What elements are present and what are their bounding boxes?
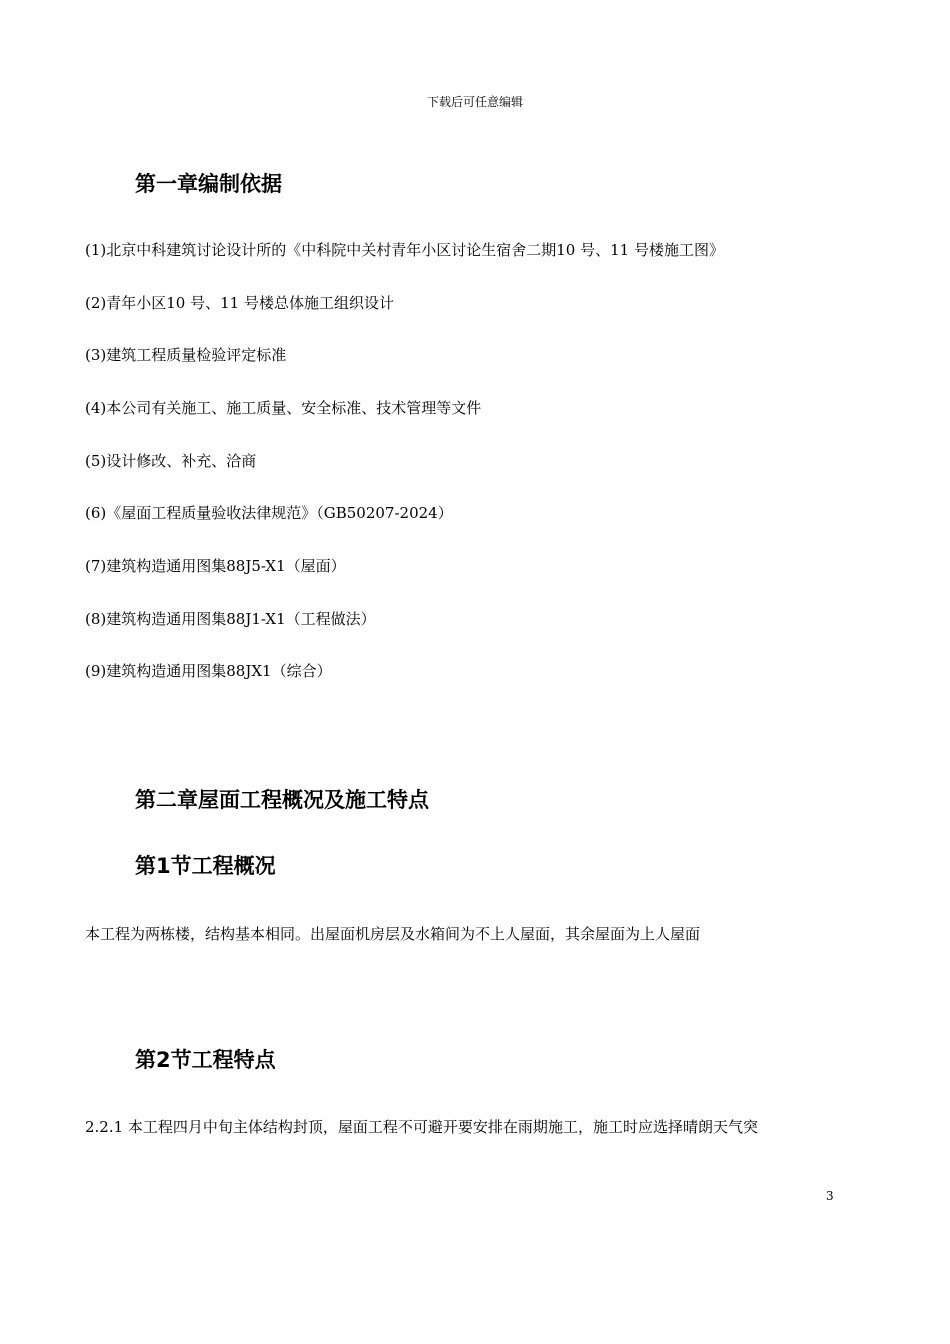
basis-item-8: (8)建筑构造通用图集88J1-X1（工程做法） [85, 610, 376, 628]
section1-text: 本工程为两栋楼，结构基本相同。出屋面机房层及水箱间为不上人屋面，其余屋面为上人屋面 [85, 925, 701, 943]
basis-item-4: (4)本公司有关施工、施工质量、安全标准、技术管理等文件 [85, 399, 482, 417]
basis-item-9: (9)建筑构造通用图集88JX1（综合） [85, 662, 332, 680]
basis-item-7: (7)建筑构造通用图集88J5-X1（屋面） [85, 557, 346, 575]
basis-item-3: (3)建筑工程质量检验评定标准 [85, 346, 287, 364]
basis-item-6: (6)《屋面工程质量验收法律规范》（GB50207-2024） [85, 504, 453, 522]
header-note: 下载后可任意编辑 [426, 95, 523, 109]
section1-title: 第1节工程概况 [135, 854, 276, 878]
page-number: 3 [826, 1189, 834, 1203]
section2-title: 第2节工程特点 [135, 1048, 276, 1072]
chapter1-title: 第一章编制依据 [135, 172, 282, 196]
chapter2-title: 第二章屋面工程概况及施工特点 [135, 788, 429, 812]
basis-item-5: (5)设计修改、补充、洽商 [85, 452, 257, 470]
basis-item-2: (2)青年小区10 号、11 号楼总体施工组织设计 [85, 294, 394, 312]
section2-text: 2.2.1 本工程四月中旬主体结构封顶，屋面工程不可避开要安排在雨期施工，施工时应选择晴朗天气突 [85, 1118, 758, 1136]
basis-item-1: (1)北京中科建筑讨论设计所的《中科院中关村青年小区讨论生宿舍二期10 号、11 号楼施工图》 [85, 241, 724, 259]
